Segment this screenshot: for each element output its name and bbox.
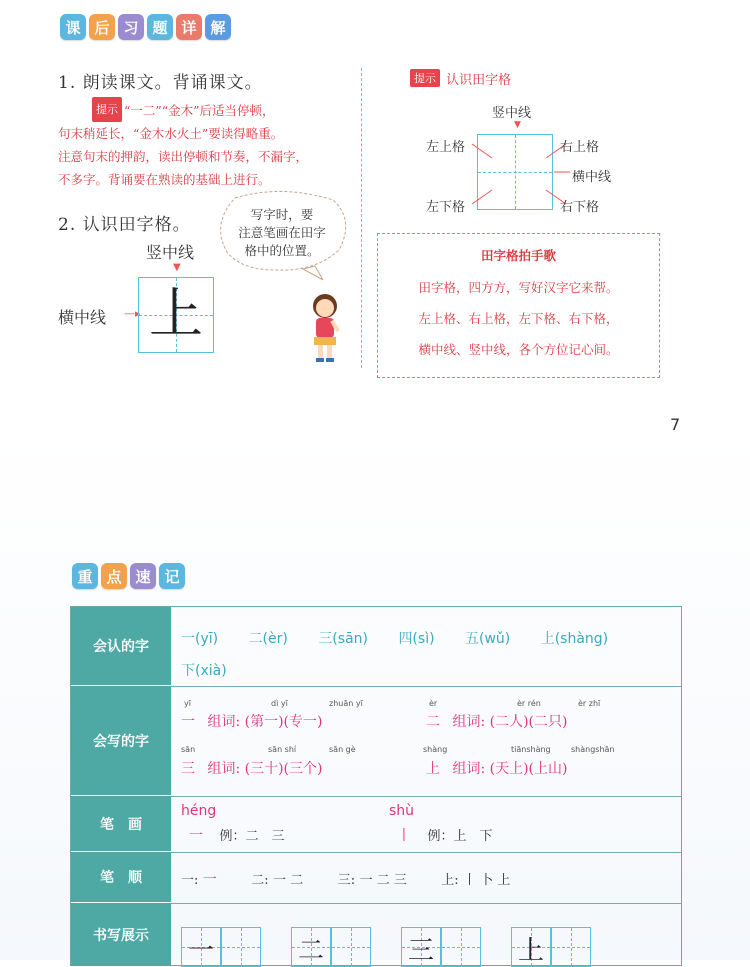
row-label: 笔 顺 [71,852,171,903]
display-grid-blank [551,927,591,967]
write-char: 三 [181,761,195,777]
tian-zi-ge-grid [138,277,214,353]
display-char: 二 [297,936,324,966]
badge: 课 [60,14,86,40]
order-char: 一: [181,873,199,888]
write-char: 二 [426,714,440,730]
tip-label: 提示 [92,97,122,122]
display-grid-blank [331,927,371,967]
pinyin: sān gè [329,745,356,754]
pinyin: shàng [423,745,448,754]
song-line: 左上格、右上格，左下格、右下格， [418,311,619,326]
tip-title: 认识田字格 [446,73,512,88]
char-item: 上(shàng) [540,631,609,647]
display-grid [181,927,221,967]
badge: 速 [130,563,156,589]
label-horizontal-line: 横中线 [572,170,612,185]
badge: 解 [205,14,231,40]
tip-label: 提示 [410,69,440,87]
display-grid [401,927,441,967]
write-item [426,758,567,778]
word-examples: (二人)(二只) [489,714,568,730]
char-item: 四(sì) [398,631,435,647]
char-item: 下(xià) [181,663,227,679]
right-tip-heading [410,69,511,88]
stroke-example: 例：二 三 [219,829,285,844]
section-badges-exercises [60,14,231,40]
row-label: 书写展示 [71,903,171,967]
label-bottom-left: 左下格 [426,200,466,215]
stroke-example: 例：上 下 [427,829,493,844]
char-item: 五(wǔ) [465,631,511,647]
arrow-right-icon: —▸ [124,307,141,320]
question-1-tip [58,97,358,191]
badge: 后 [89,14,115,40]
pinyin: dì yī [271,699,288,708]
char-item: 一(yī) [181,631,219,647]
write-item [181,711,322,731]
question-1-title: 1. 朗读课文。背诵课文。 [58,73,263,93]
vertical-line-label: 竖中线 [146,243,195,262]
badge: 详 [176,14,202,40]
bubble-line: 写字时，要 [250,207,314,222]
pinyin: sān [181,745,196,754]
stroke-char: 一 [189,828,203,844]
display-grid-blank [441,927,481,967]
stroke-order [181,869,510,889]
clapping-song-box [377,233,660,378]
pinyin: sān shí [268,745,297,754]
arrow-down-icon: ▼ [173,262,181,273]
bubble-line: 注意笔画在田字 [238,225,326,240]
stroke-pinyin: shù [389,803,415,819]
row-label: 笔 画 [71,796,171,852]
word-label: 组词: [207,714,241,730]
write-char: 一 [181,714,195,730]
word-label: 组词: [452,761,486,777]
song-line: 田字格，四方方，写好汉字它来帮。 [418,280,619,295]
tip-line: 不多字。背诵要在熟读的基础上进行。 [58,172,271,187]
pinyin: èr [429,699,438,708]
section-badges-key-points [72,563,185,589]
label-top-right: 右上格 [560,140,600,155]
pinyin: tiānshàng [511,745,551,754]
display-char: 上 [517,936,544,966]
display-char: 三 [407,936,434,966]
bubble-text [220,206,344,260]
stroke-char: 丨 [397,828,411,844]
write-item [181,758,322,778]
word-examples: (第一)(专一) [244,714,323,730]
display-char: 一 [187,936,214,966]
order-char: 上: [441,873,459,888]
tip-line: 注意句末的押韵，读出停顿和节奏，不漏字， [58,149,309,164]
column-divider [361,68,362,368]
pinyin: zhuān yī [329,699,363,708]
order-sequence: 一 [202,872,217,888]
order-sequence: 丨 卜 上 [463,873,511,888]
grid-character: 上 [149,282,203,345]
horizontal-line-label: 横中线 [58,308,107,327]
char-item: 二(èr) [248,631,288,647]
stroke-item [189,825,284,845]
stroke-item [397,825,492,845]
arrow-down-icon: ▼ [514,120,521,130]
page-number: 7 [670,415,681,434]
pinyin: èr zhī [578,699,601,708]
badge: 重 [72,563,98,589]
key-points-table [70,606,682,966]
row-label: 会写的字 [71,686,171,796]
pinyin: èr rén [517,699,541,708]
tip-line: “一二”“金木”后适当停顿， [124,103,275,118]
word-examples: (三十)(三个) [244,761,323,777]
order-sequence: 一 二 三 [359,873,407,888]
write-char: 上 [426,761,440,777]
order-char: 三: [337,873,356,888]
write-item [426,711,567,731]
pinyin: shàngshān [571,745,615,754]
word-label: 组词: [452,714,486,730]
order-char: 二: [251,873,269,888]
label-top-left: 左上格 [426,140,466,155]
stroke-pinyin: héng [181,803,217,819]
word-examples: (天上)(上山) [489,761,568,777]
recognize-chars [181,623,671,687]
label-vertical-line: 竖中线 [492,106,532,121]
badge: 记 [159,563,185,589]
badge: 题 [147,14,173,40]
row-label: 会认的字 [71,607,171,686]
word-label: 组词: [207,761,241,777]
display-grid-blank [221,927,261,967]
char-item: 三(sān) [318,631,368,647]
badge: 习 [118,14,144,40]
song-line: 横中线、竖中线，各个方位记心间。 [418,342,619,357]
question-2-title: 2. 认识田字格。 [58,215,191,235]
label-bottom-right: 右下格 [560,200,600,215]
order-sequence: 一 二 [273,873,304,888]
girl-illustration [300,292,350,364]
tip-line: 句末稍延长，“金木水火土”要读得略重。 [58,126,284,141]
display-grid [291,927,331,967]
song-title: 田字格拍手歌 [480,248,556,263]
badge: 点 [101,563,127,589]
bubble-line: 格中的位置。 [244,243,320,258]
pinyin: yī [184,699,191,708]
display-grid [511,927,551,967]
